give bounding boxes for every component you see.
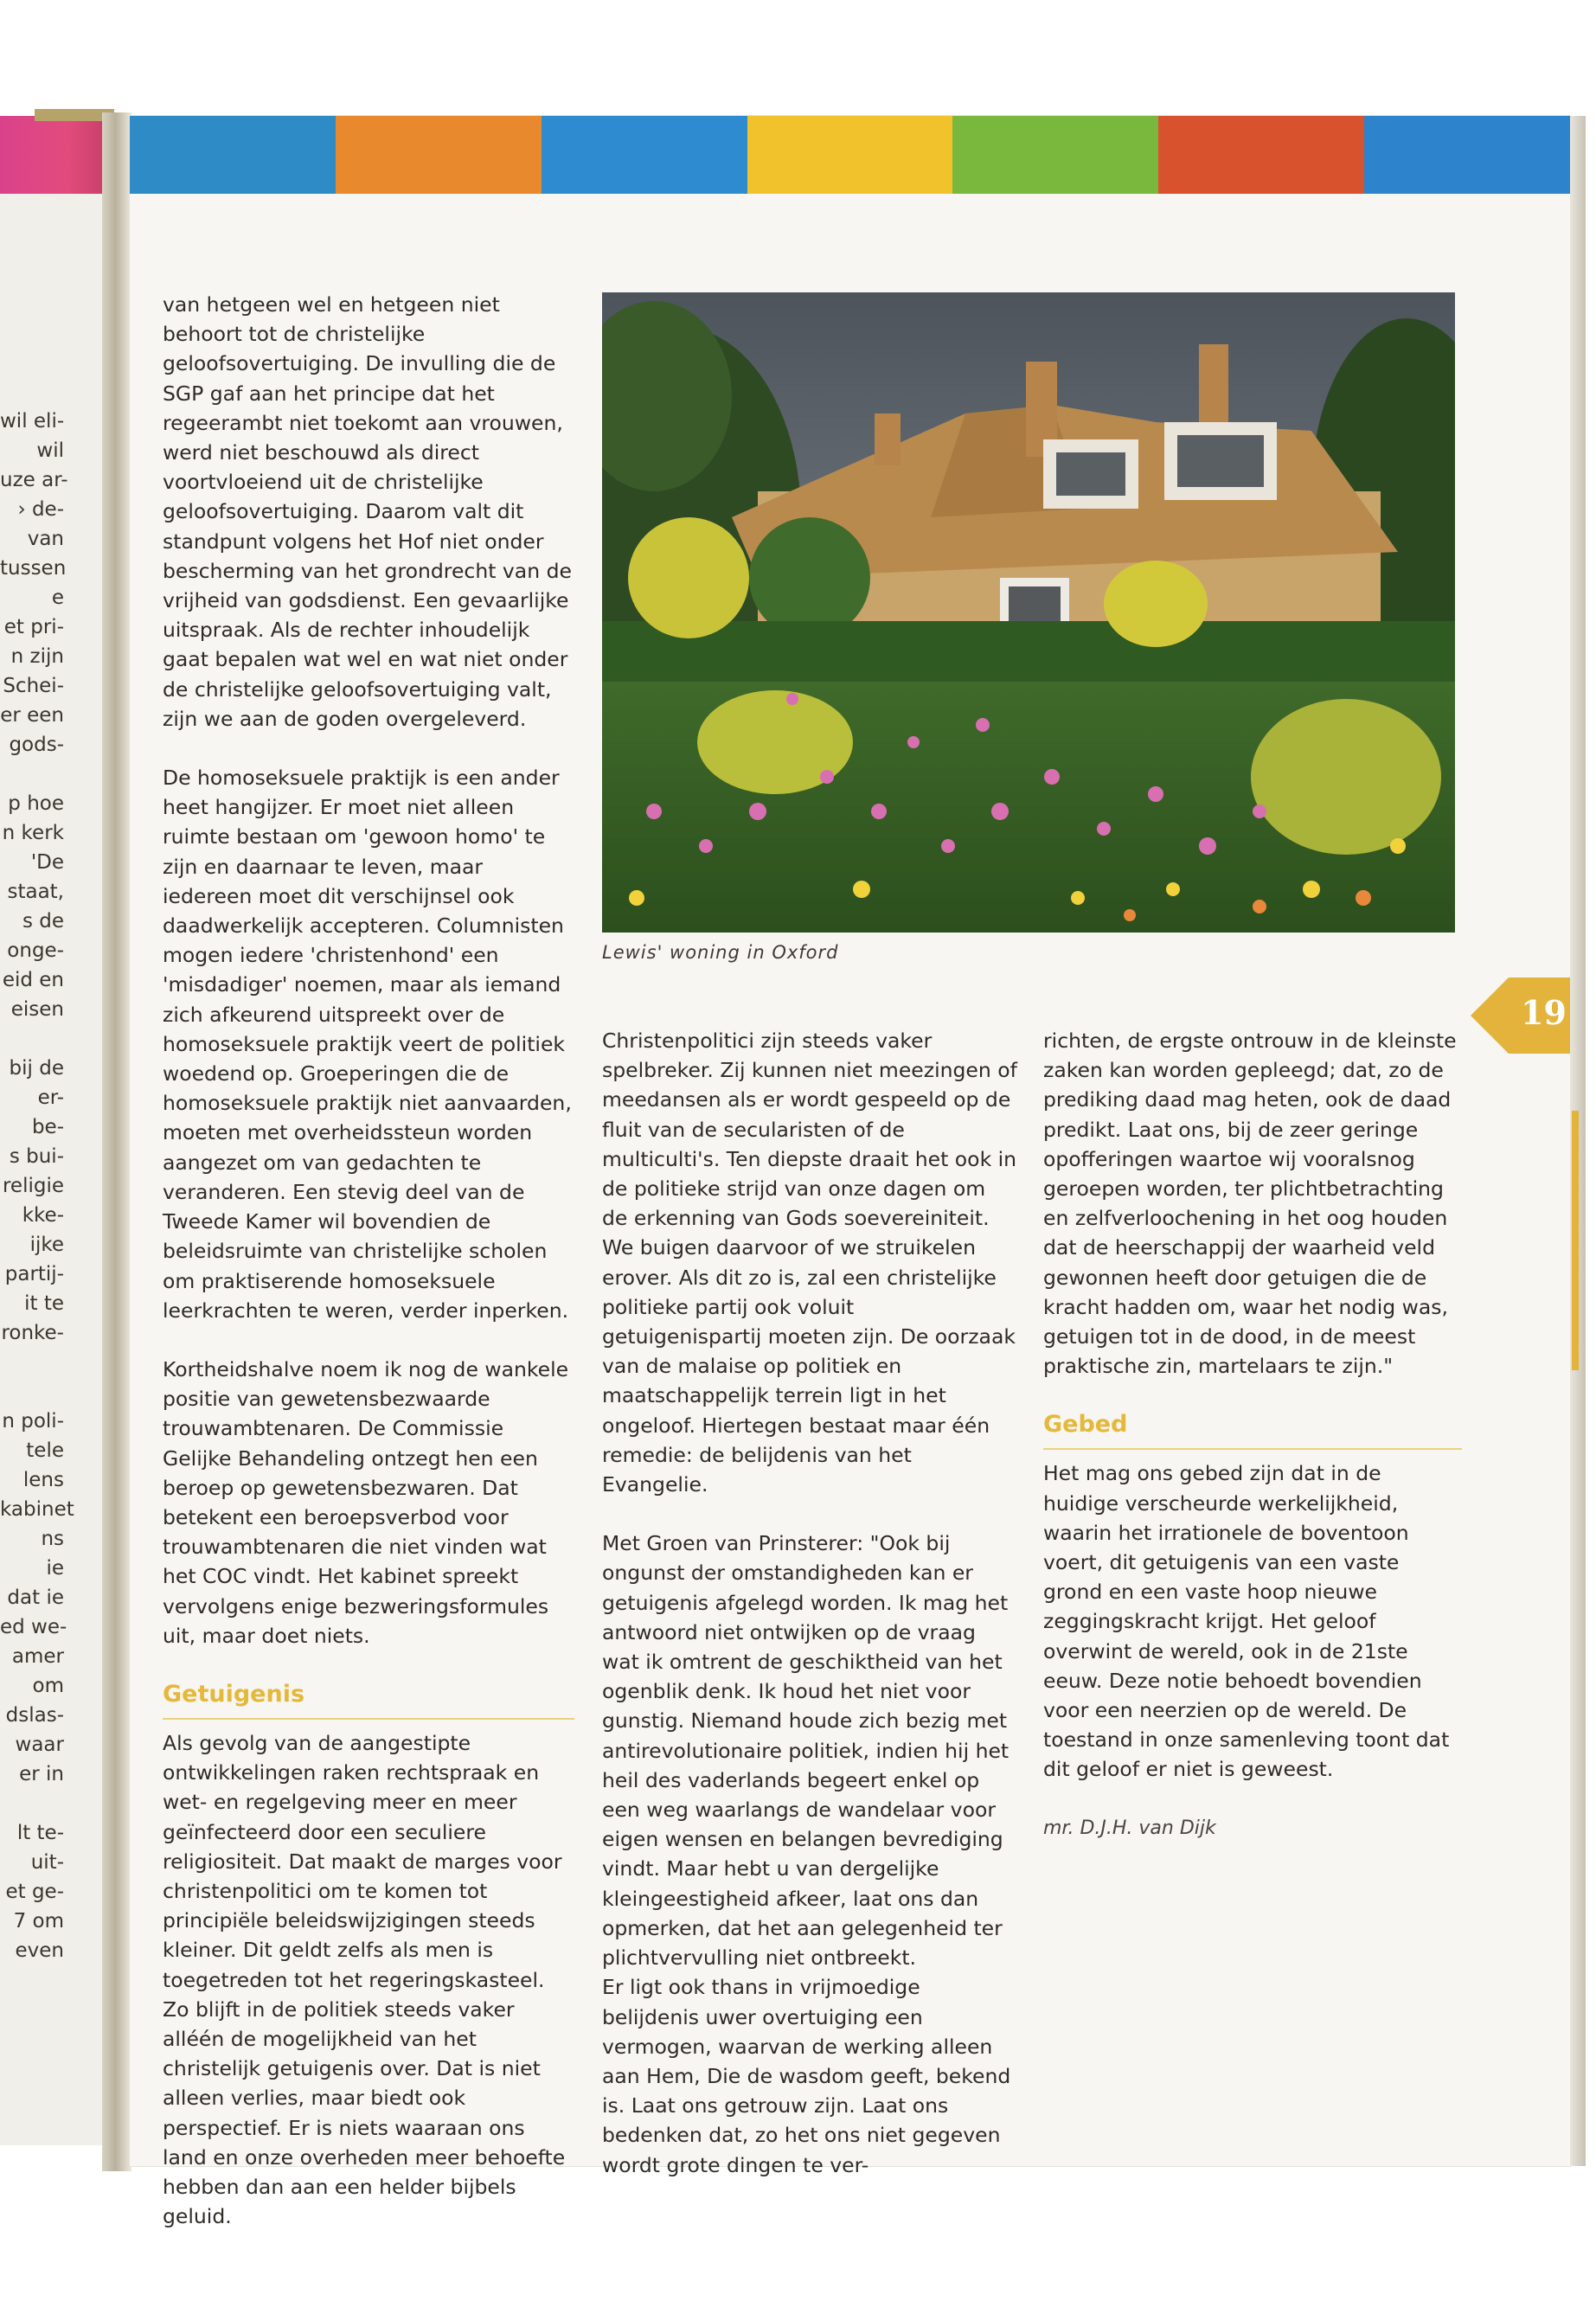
color-band-segment: [1364, 116, 1570, 194]
section-heading-gebed: Gebed: [1043, 1410, 1462, 1450]
left-page-color-band: [0, 116, 112, 194]
left-page-line: tele: [26, 1439, 64, 1462]
left-page-line: [0, 760, 104, 789]
page-number: 19: [1521, 993, 1567, 1032]
left-page-line: bij de: [9, 1057, 64, 1080]
paragraph: richten, de ergste ontrouw in de kleinste zaken kan worden gepleegd; dat, zo de prediking daad mag heten, ook de daad predikt. Laat ons, bij de zeer geringe opofferingen waartoe wij vooralsnog geroepen worden, ter plichtbetrachting en zelfverloochening in het oog houden dat de heerschappij der waarheid veld gewonnen heeft door getuigen die de kracht hadden om, waar het nodig was, getuigen tot in de dood, in de meest praktische zin, martelaars te zijn.": [1043, 1029, 1457, 1379]
left-page-line: [0, 1024, 104, 1054]
paragraph: Het mag ons gebed zijn dat in de huidige verscheurde werkelijkheid, waarin het irrationele de boventoon voert, dit getuigenis van een vaste grond en een vaste hoop nieuwe zeggingskracht krijgt. Het geloof overwint de wereld, ook in de 21ste eeuw. Deze notie behoedt bovendien voor een neerzien op de wereld. De toestand in onze samenleving toont dat dit geloof er niet is geweest.: [1043, 1461, 1450, 1782]
left-page-line: kke-: [22, 1204, 64, 1227]
left-page-line: partij-: [4, 1263, 64, 1285]
left-facing-page: [0, 121, 104, 2145]
left-page-line: 'De: [30, 851, 64, 874]
page-edge: [1570, 116, 1586, 2166]
left-page-line: tussen: [0, 557, 67, 580]
left-page-text: [0, 407, 104, 1965]
left-page-line: om: [32, 1675, 64, 1697]
left-page-line: 7 om: [13, 1910, 64, 1932]
left-page-line: ijke: [29, 1234, 64, 1256]
left-page-line: n poli-: [2, 1410, 64, 1433]
left-page-line: eid en: [2, 969, 64, 991]
left-page-line: e: [51, 586, 64, 609]
left-page-line: religie: [2, 1175, 64, 1197]
column-2: [602, 1026, 1017, 2209]
left-page-line: er een: [0, 704, 64, 727]
left-page-line: [0, 1789, 104, 1818]
left-page-line: n kerk: [2, 822, 64, 844]
paragraph: Christenpolitici zijn steeds vaker spelbreker. Zij kunnen niet meezingen of meedansen als er wordt gespeeld op de fluit van de secularisten of de multiculti's. Ten diepste draait het ook in de politieke strijd van onze dagen om de erkenning van Gods soevereiniteit. We buigen daarvoor of we struikelen erover. Als dit zo is, zal een christelijke politieke partij ook voluit getuigenispartij moeten zijn. De oorzaak van de malaise op politiek en maatschappelijk terrein ligt in het ongeloof. Hiertegen bestaat maar één remedie: de belijdenis van het Evangelie.: [602, 1029, 1017, 1497]
color-band-segment: [336, 116, 542, 194]
section-heading-getuigenis: Getuigenis: [163, 1680, 574, 1720]
paragraph: Kortheidshalve noem ik nog de wankele positie van gewetensbezwaarde trouwambtenaren. De Commissie Gelijke Behandeling ontzegt hen een beroep op gewetensbezwaren. Dat betekent een beroepsverbod voor trouwambtenaren die niet vinden wat het COC vindt. Het kabinet spreekt vervolgens enige bezweringsformules uit, maar doet niets.: [163, 1356, 569, 1648]
author-signature: mr. D.J.H. van Dijk: [1043, 1817, 1216, 1839]
paragraph: van hetgeen wel en hetgeen niet behoort tot de christelijke geloofsovertuiging. De invulling die de SGP gaf aan het principe dat het regeerambt niet toekomt aan vrouwen, werd niet beschouwd als direct voortvloeiend uit de christelijke geloofsovertuiging. Daarom valt dit standpunt volgens het Hof niet onder bescherming van het grondrecht van de vrijheid van godsdienst. Een gevaarlijke uitspraak. Als de rechter inhoudelijk gaat bepalen wat wel en wat niet onder de christelijke geloofsovertuiging valt, zijn we aan de goden overgeleverd.: [163, 292, 572, 731]
left-page-line: ronke-: [1, 1322, 64, 1344]
page-number-tab: [1471, 977, 1570, 1054]
paragraph: De homoseksuele praktijk is een ander heet hangijzer. Er moet niet alleen ruimte bestaan om 'gewoon homo' te zijn en daarnaar te leven, maar iedereen moet dit verschijnsel ook daadwerkelijk accepteren. Columnisten mogen iedere 'christenhond' een 'misdadiger' noemen, maar als iemand zich afkeurend uitspreekt over de homoseksuele praktijk veert de politiek woedend op. Groeperingen die de homoseksuele praktijk niet aanvaarden, moeten met overheidssteun worden aangezet om van gedachten te veranderen. Een stevig deel van de Tweede Kamer wil bovendien de beleidsruimte van christelijke scholen om praktiserende homoseksuele leerkrachten te weren, verder inperken.: [163, 766, 572, 1323]
left-page-line: lt te-: [16, 1822, 64, 1844]
left-page-line: wil eli-: [0, 410, 65, 433]
left-page-line: p hoe: [8, 792, 64, 815]
column-1: [163, 290, 574, 2260]
left-page-line: staat,: [7, 881, 64, 903]
left-page-line: et ge-: [5, 1881, 64, 1903]
left-page-line: eisen: [10, 998, 64, 1021]
left-page-line: s bui-: [9, 1145, 64, 1168]
left-page-line: Schei-: [3, 675, 64, 697]
left-page-line: s de: [22, 910, 64, 933]
color-band-segment: [952, 116, 1158, 194]
photo-caption: Lewis' woning in Oxford: [602, 942, 839, 963]
left-page-line: er in: [19, 1763, 64, 1785]
left-page-line: amer: [11, 1645, 64, 1668]
left-page-line: waar: [15, 1734, 64, 1756]
left-page-line: wil: [36, 439, 64, 462]
left-page-line: even: [15, 1939, 64, 1962]
left-page-line: onge-: [7, 939, 64, 962]
color-band-segment: [747, 116, 953, 194]
book-spine: [102, 112, 131, 2171]
color-band-segment: [130, 116, 336, 194]
left-page-line: [0, 1348, 104, 1377]
left-page-line: ie: [46, 1557, 64, 1580]
left-page-line: it te: [24, 1292, 64, 1315]
left-page-line: er-: [37, 1086, 64, 1109]
left-page-line: dslas-: [5, 1704, 64, 1727]
paragraph: Als gevolg van de aangestipte ontwikkelingen raken rechtspraak en wet- en regelgeving meer en meer geïnfecteerd door een seculiere religiositeit. Dat maakt de marges voor christenpolitici om te komen tot principiële beleidswijzigingen steeds kleiner. Dit geldt zelfs als men is toegetreden tot het regeringskasteel. Zo blijft in de politiek steeds vaker alléén de mogelijkheid van het christelijk getuigenis over. Dat is niet alleen verlies, maar biedt ook perspectief. Er is niets waaraan ons land en onze overheden meer behoefte hebben dan aan een helder bijbels geluid.: [163, 1730, 566, 2229]
left-page-line: van: [27, 528, 64, 550]
paragraph: Met Groen van Prinsterer: "Ook bij ongunst der omstandigheden kan er getuigenis afgelegd worden. Ik mag het antwoord niet ontwijken op de vraag wat ik omtrent de geschiktheid van het ogenblik denk. Ik houd het niet voor gunstig. Niemand houde zich bezig met antirevolutionaire politiek, indien hij het heil des vaderlands begeert enkel op een weg waarlangs de wandelaar voor eigen wensen en belangen bevrediging vindt. Maar hebt u van dergelijke kleingeestigheid afkeer, laat ons dan opmerken, dat het aan gelegenheid ter plichtvervulling niet ontbreekt.: [602, 1531, 1010, 1971]
column-3: [1043, 1026, 1462, 1873]
left-page-line: be-: [31, 1116, 64, 1138]
color-band: [130, 116, 1570, 194]
left-page-line: dat ie: [7, 1586, 64, 1609]
left-page-line: kabinet: [0, 1498, 74, 1521]
left-page-line: uit-: [30, 1851, 64, 1874]
color-band-segment: [542, 116, 747, 194]
left-page-line: › de-: [17, 498, 64, 521]
left-page-line: uze ar-: [0, 469, 68, 491]
left-page-line: n zijn: [10, 645, 64, 668]
house-photo: [602, 292, 1455, 933]
left-page-line: lens: [22, 1469, 64, 1491]
paragraph: Er ligt ook thans in vrijmoedige belijdenis uwer overtuiging een vermogen, waarvan de werking alleen aan Hem, Die de wasdom geeft, bekend is. Laat ons getrouw zijn. Laat ons bedenken dat, zo het ons niet gegeven wordt grote dingen te ver-: [602, 1975, 1011, 2177]
color-band-segment: [1158, 116, 1364, 194]
left-page-line: ns: [41, 1528, 64, 1550]
left-page-line: et pri-: [3, 616, 64, 638]
left-page-line: ed we-: [0, 1616, 67, 1638]
left-page-line: gods-: [9, 734, 64, 756]
left-page-line: [0, 1377, 104, 1407]
